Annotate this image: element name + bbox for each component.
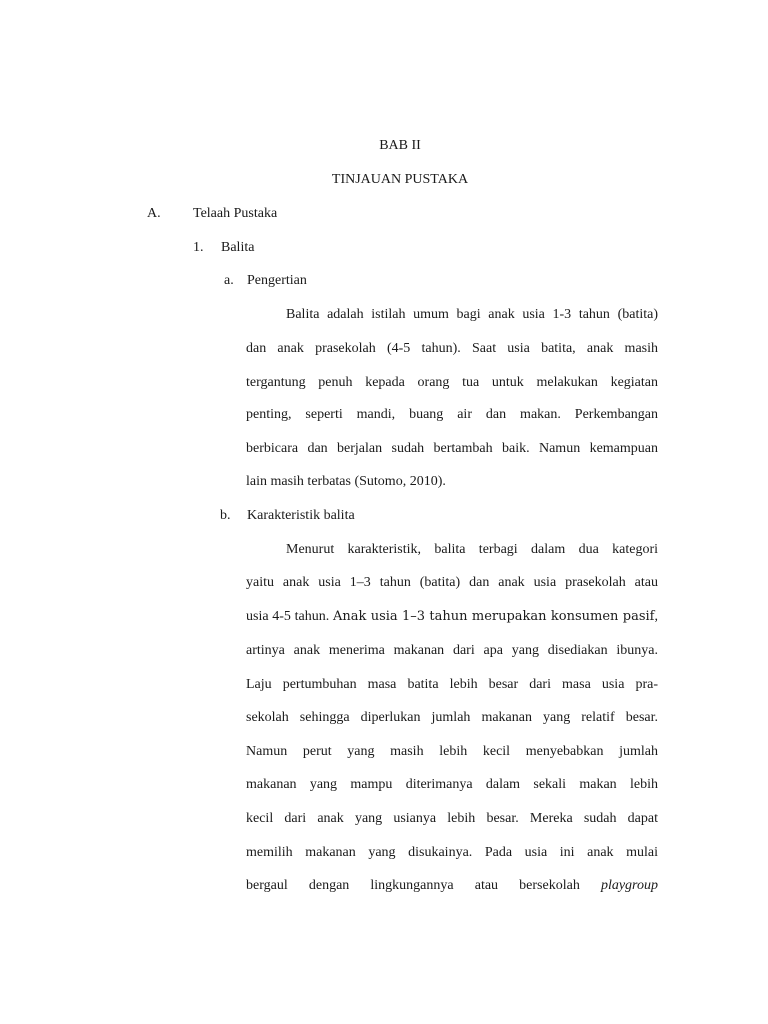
- item-a-marker: a.: [224, 273, 234, 288]
- paragraph-text: bergaul dengan lingkungannya atau bersekolah: [246, 878, 601, 893]
- paragraph-text: usia 4-5 tahun.: [246, 609, 333, 624]
- paragraph-line: berbicara dan berjalan sudah bertambah baik. Namun kemampuan: [246, 441, 658, 456]
- subsection-1-marker: 1.: [193, 240, 204, 255]
- item-b-heading: Karakteristik balita: [247, 508, 355, 523]
- highlighted-sentence: Anak usia 1–3 tahun merupakan konsumen pasif: [332, 609, 655, 624]
- paragraph-line: Balita adalah istilah umum bagi anak usia 1-3 tahun (batita): [286, 307, 658, 322]
- italic-term: playgroup: [600, 878, 658, 893]
- chapter-label: BAB II: [379, 138, 421, 153]
- paragraph-line: artinya anak menerima makanan dari apa yang disediakan ibunya.: [246, 643, 658, 658]
- paragraph-line: [246, 877, 658, 895]
- item-a-heading: Pengertian: [247, 273, 307, 288]
- paragraph-text: ,: [654, 609, 658, 624]
- paragraph-line: makanan yang mampu diterimanya dalam sekali makan lebih: [246, 777, 658, 792]
- paragraph-line: kecil dari anak yang usianya lebih besar. Mereka sudah dapat: [246, 811, 658, 826]
- paragraph-line: tergantung penuh kepada orang tua untuk melakukan kegiatan: [246, 375, 658, 390]
- paragraph-line: Menurut karakteristik, balita terbagi dalam dua kategori: [286, 542, 658, 557]
- paragraph-line: dan anak prasekolah (4-5 tahun). Saat usia batita, anak masih: [246, 341, 658, 356]
- paragraph-line: Namun perut yang masih lebih kecil menyebabkan jumlah: [246, 744, 658, 759]
- paragraph-line: yaitu anak usia 1–3 tahun (batita) dan anak usia prasekolah atau: [246, 575, 658, 590]
- paragraph-line: Laju pertumbuhan masa batita lebih besar dari masa usia pra-: [246, 677, 658, 692]
- paragraph-line: sekolah sehingga diperlukan jumlah makanan yang relatif besar.: [246, 710, 658, 725]
- paragraph-line: memilih makanan yang disukainya. Pada usia ini anak mulai: [246, 845, 658, 860]
- paragraph-line: lain masih terbatas (Sutomo, 2010).: [246, 474, 446, 489]
- chapter-title: TINJAUAN PUSTAKA: [331, 172, 469, 187]
- paragraph-line: [246, 608, 658, 626]
- paragraph-line: penting, seperti mandi, buang air dan makan. Perkembangan: [246, 407, 658, 422]
- subsection-1-heading: Balita: [221, 240, 255, 255]
- section-a-marker: A.: [147, 206, 161, 221]
- section-a-heading: Telaah Pustaka: [193, 206, 278, 221]
- item-b-marker: b.: [220, 508, 231, 523]
